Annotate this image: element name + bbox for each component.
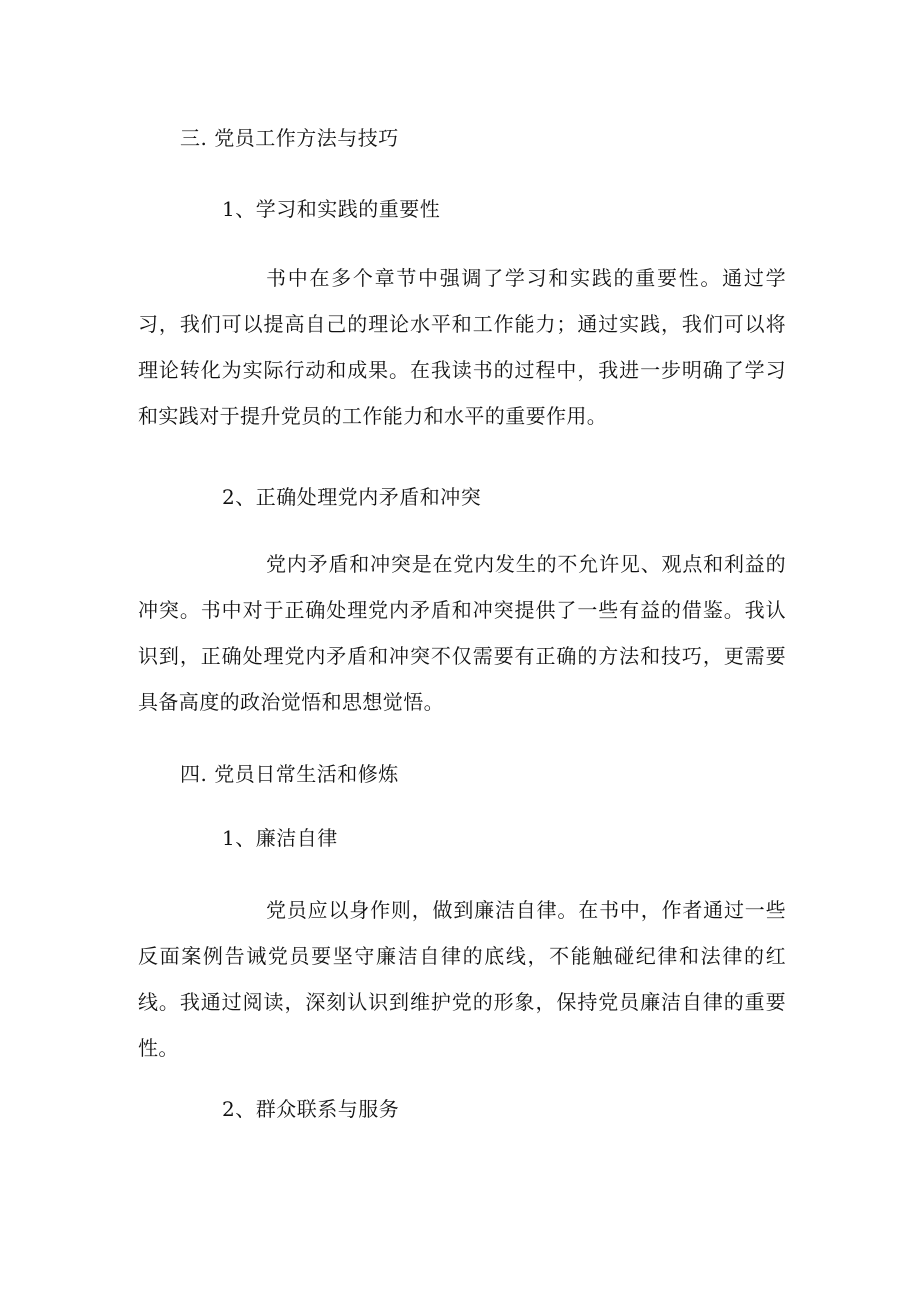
section-3-1-paragraph: 书中在多个章节中强调了学习和实践的重要性。通过学习，我们可以提高自己的理论水平和工作能力；通过实践，我们可以将理论转化为实际行动和成果。在我读书的过程中，我进一步明确了学习和实践对于提升党员的工作能力和水平的重要作用。 [138, 266, 786, 428]
section-4-1-paragraph: 党员应以身作则，做到廉洁自律。在书中，作者通过一些反面案例告诫党员要坚守廉洁自律的底线，不能触碰纪律和法律的红线。我通过阅读，深刻认识到维护党的形象，保持党员廉洁自律的重要性。 [138, 898, 786, 1060]
section-3-2-paragraph: 党内矛盾和冲突是在党内发生的不允许见、观点和利益的冲突。书中对于正确处理党内矛盾和冲突提供了一些有益的借鉴。我认识到，正确处理党内矛盾和冲突不仅需要有正确的方法和技巧，更需要具备高度的政治觉悟和思想觉悟。 [138, 552, 786, 714]
section-3-1-title: 1、学习和实践的重要性 [222, 197, 441, 221]
section-4-1-title: 1、廉洁自律 [222, 826, 338, 850]
section-3-2-title: 2、正确处理党内矛盾和冲突 [222, 485, 482, 509]
section-4-2-title: 2、群众联系与服务 [222, 1097, 400, 1121]
section-4-title: 四. 党员日常生活和修炼 [180, 762, 399, 786]
section-3-title: 三. 党员工作方法与技巧 [180, 126, 399, 150]
